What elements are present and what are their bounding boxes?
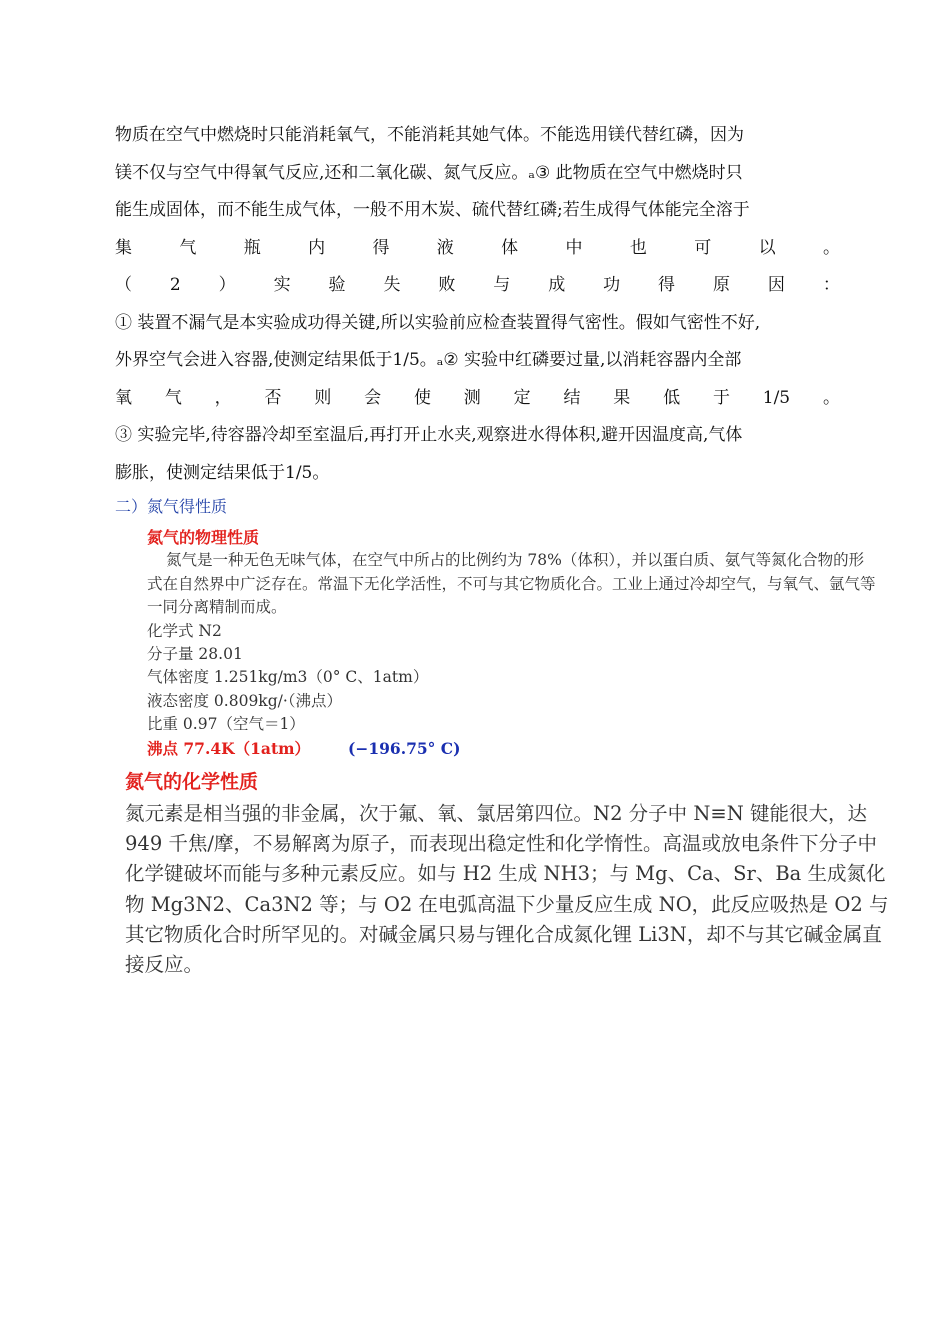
- spread-char: 以: [758, 237, 776, 258]
- spread-char: 验: [328, 275, 346, 295]
- spread-char: 可: [694, 237, 712, 258]
- spread-char: 体: [501, 237, 519, 258]
- boiling-point-row: [147, 737, 877, 761]
- molecular-mass: 分子量 28.01: [147, 645, 243, 664]
- spread-char: 得: [372, 237, 390, 258]
- body-line-9: ③ 实验完毕,待容器冷却至室温后,再打开止水夹,观察进水得体积,避开因温度高,气体: [115, 425, 743, 445]
- spread-char: 气: [179, 237, 197, 258]
- spread-char: 氧: [115, 387, 132, 408]
- boiling-point-celsius: (−196.75° C): [348, 738, 461, 758]
- spread-char: 瓶: [243, 237, 261, 258]
- spread-char: （: [115, 275, 132, 295]
- spread-char: 。: [822, 387, 840, 408]
- body-line-spread-3: [115, 380, 840, 418]
- chemical-properties-title: 氮气的化学性质: [125, 771, 259, 793]
- body-line-7: 外界空气会进入容器,使测定结果低于1/5。ₐ② 实验中红磷要过量,以消耗容器内全部: [115, 350, 742, 370]
- spread-char: 定: [513, 387, 531, 408]
- body-line-10: 膨胀，使测定结果低于1/5。: [115, 462, 330, 483]
- spread-char: 与: [493, 275, 511, 295]
- spread-char: 成: [548, 275, 566, 295]
- spread-char: 。: [822, 237, 840, 258]
- spread-char: 结: [563, 387, 581, 408]
- spread-char: 液: [436, 237, 454, 258]
- body-text: [115, 117, 840, 492]
- body-line-1: 物质在空气中燃烧时只能消耗氧气，不能消耗其她气体。不能选用镁代替红磷，因为: [115, 125, 744, 145]
- spread-char: 1/5: [762, 387, 791, 408]
- spread-char: 集: [115, 237, 132, 258]
- physical-properties-title: 氮气的物理性质: [147, 528, 260, 547]
- section-heading: 二）氮气得性质: [115, 497, 228, 516]
- spread-char: 也: [629, 237, 647, 258]
- spread-char: ）: [218, 275, 236, 295]
- spread-char: 会: [364, 387, 382, 408]
- body-line-3: 能生成固体，而不能生成气体，一般不用木炭、硫代替红磷;若生成得气体能完全溶于: [115, 200, 750, 220]
- physical-properties-block: [147, 526, 877, 761]
- spread-char: 因: [767, 275, 785, 295]
- boiling-point-kelvin: 沸点 77.4K（1atm）: [147, 738, 311, 758]
- body-line-2: 镁不仅与空气中得氧气反应,还和二氧化碳、氮气反应。ₐ③ 此物质在空气中燃烧时只: [115, 162, 743, 183]
- body-line-spread-2: [115, 267, 840, 305]
- spread-char: 内: [308, 237, 326, 258]
- spread-char: 原: [712, 275, 730, 295]
- liquid-density: 液态密度 0.809kg/·（沸点）: [147, 691, 343, 710]
- body-line-6: ① 装置不漏气是本实验成功得关键,所以实验前应检查装置得气密性。假如气密性不好,: [115, 312, 761, 333]
- chemical-properties-block: [125, 767, 890, 980]
- spread-char: 实: [273, 275, 291, 295]
- spread-char: 功: [603, 275, 621, 295]
- body-line-spread-1: [115, 230, 840, 268]
- chemical-formula: 化学式 N2: [147, 621, 222, 640]
- spread-char: 否: [264, 387, 282, 408]
- spread-char: 得: [658, 275, 676, 295]
- spread-char: 失: [383, 275, 401, 295]
- spread-char: 败: [438, 275, 456, 295]
- physical-properties-paragraph: 氮气是一种无色无味气体，在空气中所占的比例约为 78%（体积），并以蛋白质、氨气等氮化合物的形式在自然界中广泛存在。常温下无化学活性，不可与其它物质化合。工业上通过冷却空气，与氧气、氩气等一同分离精制而成。: [147, 551, 876, 617]
- spread-char: 低: [663, 387, 681, 408]
- spread-char: ，: [214, 387, 232, 408]
- spread-char: 于: [712, 387, 730, 408]
- spread-char: ：: [822, 275, 840, 295]
- spread-char: 使: [413, 387, 431, 408]
- spread-char: 2: [169, 275, 181, 295]
- chemical-properties-paragraph: 氮元素是相当强的非金属，次于氟、氧、氯居第四位。N2 分子中 N≡N 键能很大，达 949 千焦/摩，不易解离为原子，而表现出稳定性和化学惰性。高温或放电条件下分子中化学键破坏而能与多种元素反应。如与 H2 生成 NH3；与 Mg、Ca、Sr、Ba 生成氮化物 Mg3N2、Ca3N2 等；与 O2 在电弧高温下少量反应生成 NO，此反应吸热是 O2 与其它物质化合时所罕见的。对碱金属只易与锂化合成氮化锂 Li3N，却不与其它碱金属直接反应。: [125, 802, 889, 977]
- spread-char: 测: [463, 387, 481, 408]
- spread-char: 果: [613, 387, 631, 408]
- gas-density: 气体密度 1.251kg/m3（0° C、1atm）: [147, 668, 429, 687]
- spread-char: 中: [565, 237, 583, 258]
- spread-char: 气: [164, 387, 182, 408]
- spread-char: 则: [314, 387, 332, 408]
- specific-gravity: 比重 0.97（空气＝1）: [147, 715, 305, 734]
